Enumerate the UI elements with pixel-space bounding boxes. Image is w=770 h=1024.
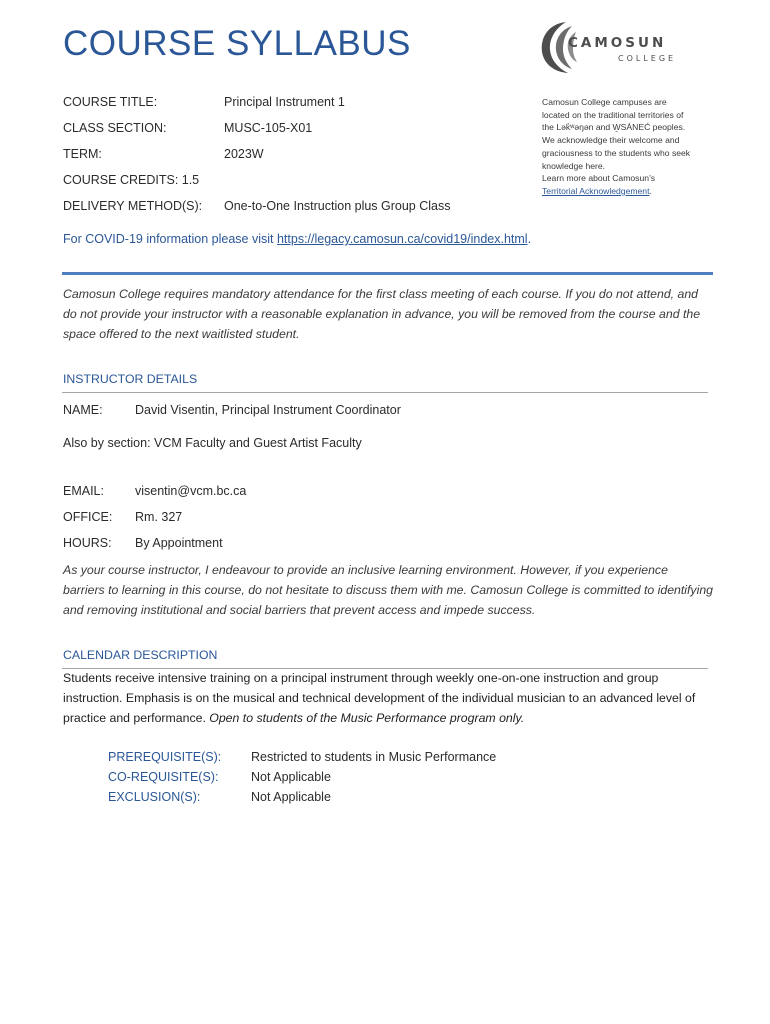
instructor-divider xyxy=(62,392,708,393)
term-label: TERM: xyxy=(63,147,102,161)
ack-link-line xyxy=(542,185,710,198)
name-label: NAME: xyxy=(63,403,103,417)
course-title-value: Principal Instrument 1 xyxy=(224,95,345,109)
delivery-method-value: One-to-One Instruction plus Group Class xyxy=(224,199,451,213)
logo-sub: COLLEGE xyxy=(618,54,677,63)
class-section-label: CLASS SECTION: xyxy=(63,121,167,135)
course-title-label: COURSE TITLE: xyxy=(63,95,158,109)
covid-info xyxy=(63,232,531,246)
camosun-logo xyxy=(538,18,688,76)
ack-line: Camosun College campuses are xyxy=(542,97,667,107)
instructor-heading: INSTRUCTOR DETAILS xyxy=(63,372,198,386)
ack-line: located on the traditional territories of xyxy=(542,109,684,120)
prerequisite-value: Restricted to students in Music Performance xyxy=(251,750,497,764)
ack-line: knowledge here. xyxy=(542,160,606,171)
covid-link[interactable]: https://legacy.camosun.ca/covid19/index.html xyxy=(276,232,528,246)
office-label: OFFICE: xyxy=(63,510,113,524)
inclusion-note: As your course instructor, I endeavour to provide an inclusive learning environment. However, if you experience barriers to learning in this course, do not hesitate to discuss them with me. Camosun College is committed to identifying and removing institutional and social barriers that prevent access and impede success. xyxy=(63,563,713,617)
course-credits-label: COURSE CREDITS: 1.5 xyxy=(63,173,200,187)
ack-line: the Lək̓ʷəŋən and W̱SÁNEĆ peoples. xyxy=(542,122,686,133)
territorial-acknowledgement xyxy=(542,96,710,198)
covid-suffix: . xyxy=(527,232,532,246)
class-section-value: MUSC-105-X01 xyxy=(224,121,313,135)
email-label: EMAIL: xyxy=(63,484,104,498)
attendance-note: Camosun College requires mandatory attendance for the first class meeting of each course. If you do not attend, and do not provide your instructor with a reasonable explanation in advance, you will be removed from the course and the space offered to the next waitlisted student. xyxy=(63,287,701,341)
delivery-method-label: DELIVERY METHOD(S): xyxy=(63,199,203,213)
corequisite-label: CO-REQUISITE(S): xyxy=(108,770,219,784)
email-value[interactable]: visentin@vcm.bc.ca xyxy=(135,484,247,498)
calendar-description xyxy=(63,668,713,728)
calendar-heading: CALENDAR DESCRIPTION xyxy=(63,648,218,662)
ack-link-suffix: . xyxy=(649,185,652,196)
corequisite-value: Not Applicable xyxy=(251,770,331,784)
name-value: David Visentin, Principal Instrument Coordinator xyxy=(135,403,401,417)
territorial-acknowledgement-link[interactable]: Territorial Acknowledgement xyxy=(542,185,650,196)
ack-line: We acknowledge their welcome and xyxy=(542,135,680,146)
office-value: Rm. 327 xyxy=(135,510,183,524)
logo-name: CAMOSUN xyxy=(568,35,667,51)
calendar-description-text: Students receive intensive training on a principal instrument through weekly one-on-one instruction and group instruction. Emphasis is on the musical and technical development of the individual musician to an advanced level of practice and performance. xyxy=(63,671,696,725)
also-by-section: Also by section: VCM Faculty and Guest Artist Faculty xyxy=(63,436,362,450)
term-value: 2023W xyxy=(224,147,264,161)
exclusion-value: Not Applicable xyxy=(251,790,331,804)
hours-label: HOURS: xyxy=(63,536,112,550)
hours-value: By Appointment xyxy=(135,536,223,550)
ack-line: graciousness to the students who seek xyxy=(542,147,691,158)
header-divider xyxy=(62,272,713,275)
covid-prefix: For COVID-19 information please visit xyxy=(63,232,277,246)
calendar-description-italic: Open to students of the Music Performance program only. xyxy=(209,711,525,725)
prerequisite-label: PREREQUISITE(S): xyxy=(108,750,222,764)
exclusion-label: EXCLUSION(S): xyxy=(108,790,201,804)
ack-line: Learn more about Camosun’s xyxy=(542,173,656,184)
page-title: COURSE SYLLABUS xyxy=(63,24,411,63)
